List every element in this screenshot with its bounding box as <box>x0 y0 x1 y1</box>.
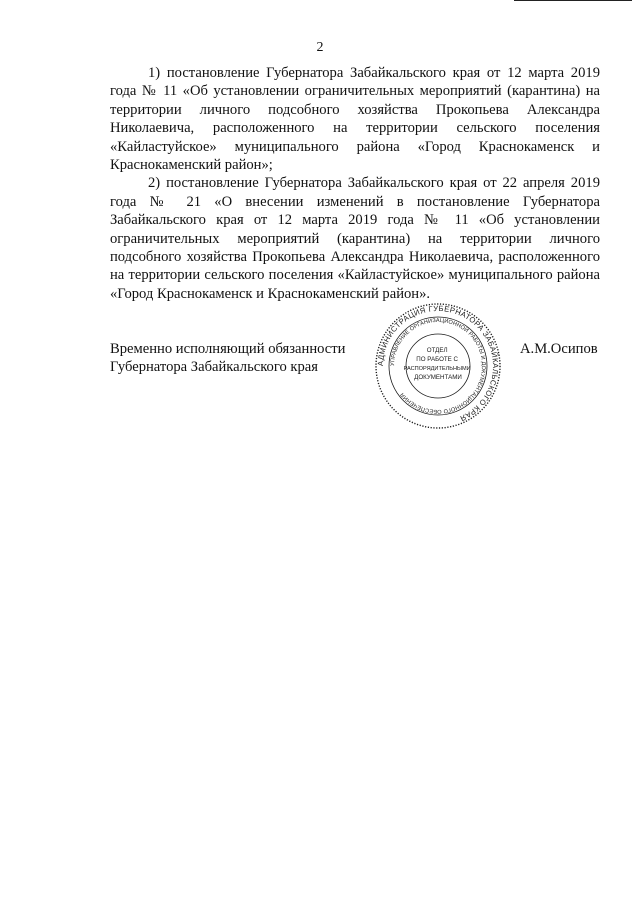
list-item-1: 1) постановление Губернатора Забайкальского края от 12 марта 2019 года № 11 «Об установлении ограничительных мероприятий (карантина) на территории личного подсобного хозяйства Прокопьева Александра Николаевича, расположенного на территории сельского поселения «Кайластуйское» муниципального района «Город Краснокаменск и Краснокаменский район»; <box>110 65 600 174</box>
page-number: 2 <box>316 40 324 55</box>
seal-inner-text: УПРАВЛЕНИЕ ОРГАНИЗАЦИОННОЙ РАБОТЫ И ДОКУМЕНТАЦИОННОГО ОБЕСПЕЧЕНИЯ <box>389 317 487 415</box>
top-edge-line <box>514 0 632 1</box>
seal-outer-text: АДМИНИСТРАЦИЯ ГУБЕРНАТОРА ЗАБАЙКАЛЬСКОГО КРАЯ <box>375 303 501 424</box>
seal-center-line-4: ДОКУМЕНТАМИ <box>414 374 462 381</box>
signatory-name: А.М.Осипов <box>520 341 598 357</box>
signatory-position-line-2: Губернатора Забайкальского края <box>110 359 318 376</box>
svg-text:ОТДЕЛ ПО РАБОТЕ С <box>404 347 473 381</box>
signatory-position-line-1: Временно исполняющий обязанности <box>110 341 346 357</box>
document-body <box>110 64 600 303</box>
seal-center-line-1: ОТДЕЛ <box>426 347 448 354</box>
seal-center-line-3: РАСПОРЯДИТЕЛЬНЫМИ <box>403 366 471 372</box>
list-item-2: 2) постановление Губернатора Забайкальского края от 22 апреля 2019 года № 21 «О внесении изменений в постановление Губернатора Забайкальского края от 12 марта 2019 года № 11 «Об установлении ограничительных мероприятий (карантина) на территории личного подсобного хозяйства Прокопьева Александра Николаевича, расположенного на территории сельского поселения «Кайластуйское» муниципального района «Город Краснокаменск и Краснокаменский район». <box>110 175 600 302</box>
seal-graphic <box>374 302 502 430</box>
signatory-position <box>110 340 345 377</box>
seal-center-line-2: ПО РАБОТЕ С <box>416 356 458 363</box>
official-seal <box>374 302 502 430</box>
